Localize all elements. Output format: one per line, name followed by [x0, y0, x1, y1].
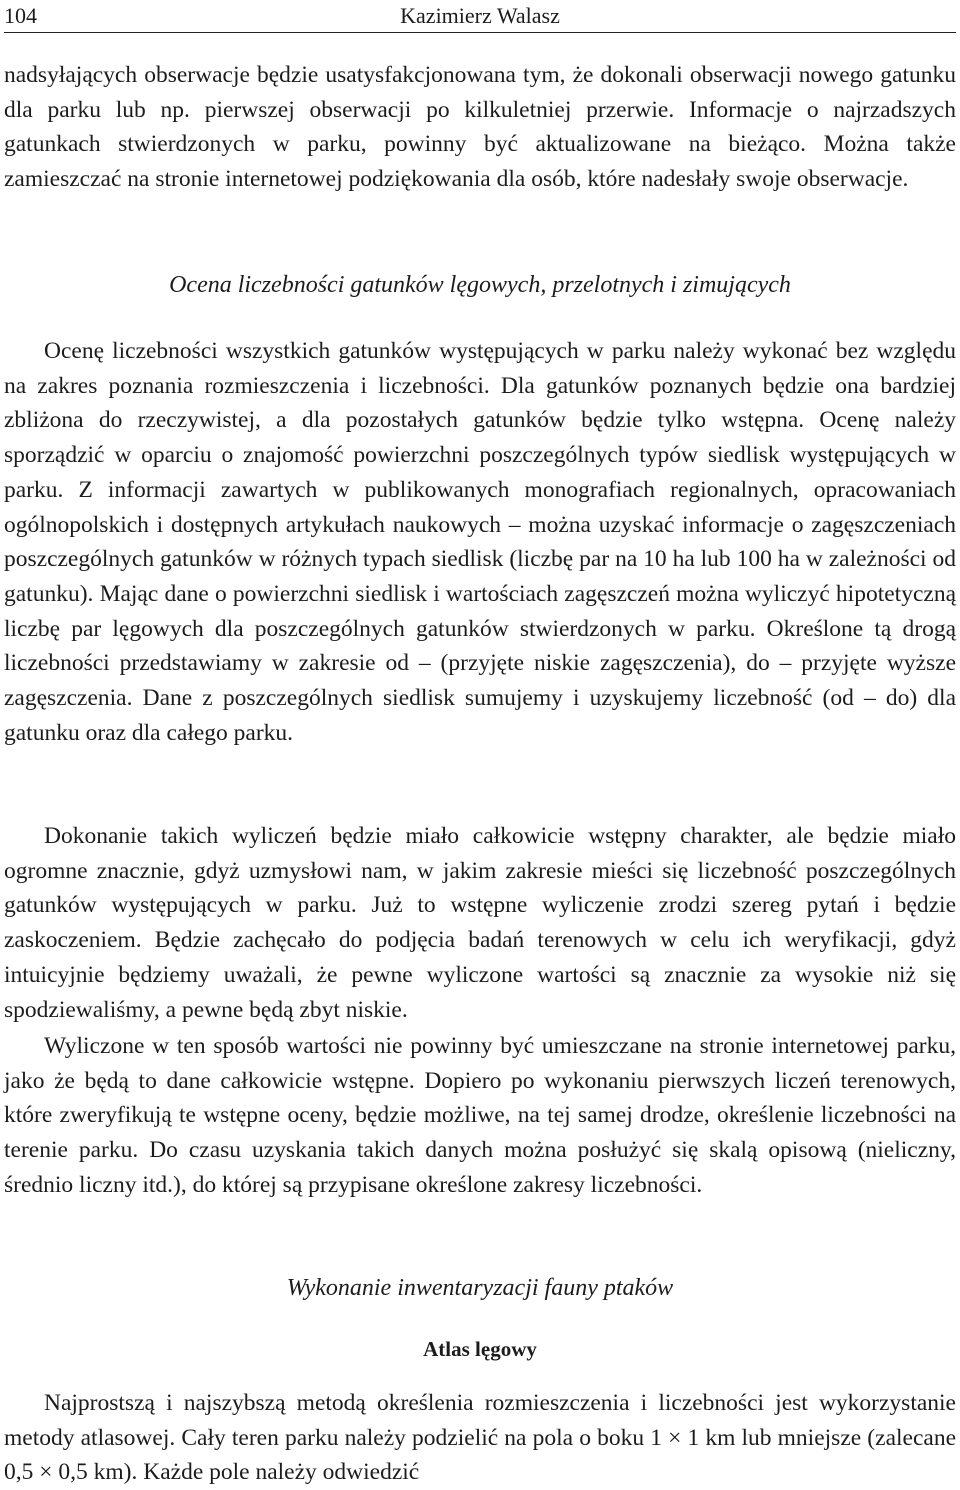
- running-title: Kazimierz Walasz: [400, 3, 560, 28]
- paragraph-continuation: [4, 58, 956, 197]
- section-heading-abundance: [4, 268, 956, 302]
- paragraph-website: [4, 1029, 956, 1203]
- page-number: 104: [4, 3, 37, 28]
- page-header: [4, 0, 956, 33]
- paragraph-atlas-method: [4, 1386, 956, 1490]
- paragraph-text: nadsyłających obserwacje będzie usatysfakcjonowana tym, że dokonali obserwacji nowego gatunku dla parku lub np. pierwszej obserwacji po kilkuletniej przerwie. Informacje o najrzadszych gatunkach stwierdzonych w parku, powinny być aktualizowane na bieżąco. Można także zamieszczać na stronie internetowej podziękowania dla osób, które nadesłały swoje obserwacje.: [4, 62, 956, 193]
- paragraph-text: Ocenę liczebności wszystkich gatunków występujących w parku należy wykonać bez względu na zakres poznania rozmieszczenia i liczebności. Dla gatunków poznanych będzie ona bardziej zbliżona do rzeczywistej, a dla pozostałych gatunków będzie tylko wstępna. Ocenę należy sporządzić w oparciu o znajomość powierzchni poszczególnych typów siedlisk występujących w parku. Z informacji zawartych w publikowanych monografiach regionalnych, opracowaniach ogólnopolskich i dostępnych artykułach naukowych – można uzyskać informacje o zagęszczeniach poszczególnych gatunków w różnych typach siedlisk (liczbę par na 10 ha lub 100 ha w zależności od gatunku). Mając dane o powierzchni siedlisk i wartościach zagęszczeń można wyliczyć hipotetyczną liczbę par lęgowych dla poszczególnych gatunków stwierdzonych w parku. Określone tą drogą liczebności przedstawiamy w zakresie od – (przyjęte niskie zagęszczenia), do – przyjęte wyższe zagęszczenia. Dane z poszczególnych siedlisk sumujemy i uzyskujemy liczebność (od – do) dla gatunku oraz dla całego parku.: [4, 338, 956, 746]
- paragraph-text: Dokonanie takich wyliczeń będzie miało całkowicie wstępny charakter, ale będzie miało ogromne znacznie, gdyż uzmysłowi nam, w jakim zakresie mieści się liczebność poszczególnych gatunków występujących w parku. Już to wstępne wyliczenie zrodzi szereg pytań i będzie zaskoczeniem. Będzie zachęcało do podjęcia badań terenowych w celu ich weryfikacji, gdyż intuicyjnie będziemy uważali, że pewne wyliczone wartości są znacznie za wysokie niż się spodziewaliśmy, a pewne będą zbyt niskie.: [4, 823, 956, 1023]
- paragraph-text: Wyliczone w ten sposób wartości nie powinny być umieszczane na stronie internetowej parku, jako że będą to dane całkowicie wstępne. Dopiero po wykonaniu pierwszych liczeń terenowych, które zweryfikują te wstępne oceny, będzie możliwe, na tej samej drodze, określenie liczebności na terenie parku. Do czasu uzyskania takich danych można posłużyć się skalą opisową (nieliczny, średnio liczny itd.), do której są przypisane określone zakresy liczebności.: [4, 1033, 956, 1198]
- paragraph-text: Najprostszą i najszybszą metodą określenia rozmieszczenia i liczebności jest wykorzystanie metody atlasowej. Cały teren parku należy podzielić na pola o boku 1 × 1 km lub mniejsze (zalecane 0,5 × 0,5 km). Każde pole należy odwiedzić: [4, 1390, 956, 1486]
- paragraph-calculations: [4, 819, 956, 1027]
- section-heading-text: Wykonanie inwentaryzacji fauny ptaków: [286, 1275, 674, 1301]
- subsection-heading-atlas: [4, 1334, 956, 1364]
- section-heading-text: Ocena liczebności gatunków lęgowych, przelotnych i zimujących: [169, 272, 791, 298]
- section-heading-inventory: [4, 1271, 956, 1305]
- paragraph-abundance-assessment: [4, 334, 956, 750]
- subsection-heading-text: Atlas lęgowy: [423, 1337, 537, 1361]
